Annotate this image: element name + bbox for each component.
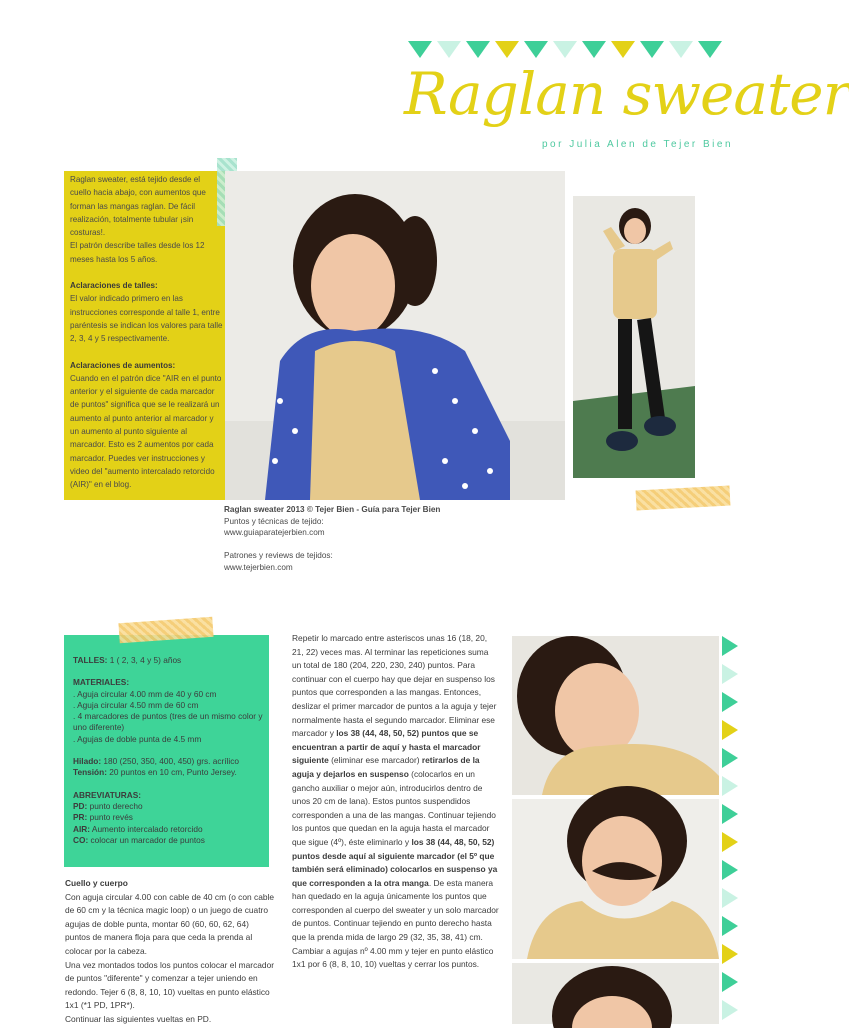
bunting-decoration [408,41,727,58]
side-flag [722,748,738,768]
abbr-label: AIR: [73,823,91,834]
abbr-label: PR: [73,812,88,823]
page-title: Raglan sweater [404,60,849,128]
bold-run: los 38 (44, 48, 50, 52) puntos desde aquí al siguiente marcador (el 5º que también será eliminado) colocarlos en suspenso ya que corresponden a la otra manga [292,836,498,888]
bunting-flag [611,41,635,58]
materials-heading: MATERIALES: [73,677,130,688]
abbr-value: colocar un marcador de puntos [88,834,205,845]
abbr-label: PD: [73,800,88,811]
side-flag [722,776,738,796]
sizes-value: 1 ( 2, 3, 4 y 5) años [107,655,182,665]
caption-line: Puntos y técnicas de tejido: [224,516,324,526]
abbreviations-heading: ABREVIATURAS: [73,789,142,800]
text-run: Repetir lo marcado entre asteriscos unas 16 (18, 20, 21, 22) veces mas. Al terminar las repeticiones suma un total de 180 (204, 220, 230, 240) puntos. Para continuar con el cuerpo hay que dejar en suspenso los puntos que corresponden a las mangas. Entonces, deslizar el primer marcador de puntos a la aguja y tejer normalmente hasta el segundo marcador. Eliminar ese marcador y [292,633,497,739]
bunting-flag [640,41,664,58]
instructions-paragraph: Una vez montados todos los puntos colocar el marcador de puntos "diferente" y comenzar a tejer uniendo en redondo. Tejer 6 (8, 8, 10, 10) vueltas en punto elástico 1x1 (*1 PD, 1PR*). [65,959,275,1011]
side-flag [722,832,738,852]
text-run: (colocarlos en un gancho auxiliar o mejor aún, introducirlos dentro de unos 20 cm de lana). Estos puntos suspendidos corresponden a una de las mangas. Continuar tejiendo los puntos que quedan en la aguja hasta el marcador que sigue (4º), éste eliminarlo y [292,768,496,847]
abbr-value: punto revés [87,812,133,823]
intro-paragraph: El patrón describe talles desde los 12 meses hasta los 5 años. [70,241,205,264]
sizes-heading: Aclaraciones de talles: [70,281,158,291]
side-flag [722,888,738,908]
abbr-value: Aumento intercalado retorcido [90,823,203,834]
gauge-value: 20 puntos en 10 cm, Punto Jersey. [106,767,237,778]
side-flag [722,972,738,992]
bunting-flag [437,41,461,58]
increases-heading: Aclaraciones de aumentos: [70,360,176,370]
photo-strip [512,636,719,1024]
caption-line: Patrones y reviews de tejidos: [224,551,333,560]
bold-run: los 38 (44, 48, 50, 52) puntos que se encuentran a partir de aquí y hasta el marcador siguiente [292,728,481,766]
yarn-value: 180 (250, 350, 400, 450) grs. acrílico [101,756,240,767]
side-flag [722,692,738,712]
side-flag [722,944,738,964]
section-heading: Cuello y cuerpo [65,878,128,888]
website-link[interactable]: www.tejerbien.com [224,562,293,572]
instructions-paragraph [292,632,500,972]
side-flag [722,1000,738,1020]
intro-text [70,173,223,492]
bunting-flag [408,41,432,58]
gauge-label: Tensión: [73,767,107,778]
hero-photo [225,171,720,500]
washi-tape [636,486,731,511]
bunting-flag [582,41,606,58]
bunting-flag [466,41,490,58]
instructions-column-1 [65,877,275,1027]
yarn-label: Hilado: [73,756,102,767]
bunting-flag [553,41,577,58]
bunting-flag [669,41,693,58]
bunting-flag [495,41,519,58]
side-flag [722,916,738,936]
bunting-flag [524,41,548,58]
material-item: . 4 marcadores de puntos (tres de un mismo color y uno diferente) [73,711,263,733]
instructions-column-2 [292,632,500,972]
side-flag-decoration [722,636,738,1028]
instructions-paragraph: Con aguja circular 4.00 con cable de 40 cm (o con cable de 60 cm y la técnica magic loop) o un juego de cuatro agujas de doble punta, montar 60 (60, 60, 62, 64) puntos de manera floja para que ceda la prenda al colocar por la cabeza. [65,891,275,956]
side-flag [722,720,738,740]
photo-caption [224,504,524,573]
bunting-flag [698,41,722,58]
text-run: . De esta manera han quedado en la aguja únicamente los puntos que corresponden al cuerpo del sweater y un solo marcador de puntos. Continuar tejiendo en punto derecho hasta que la prenda mida de largo 29 (32, 35, 38, 41) cm. Cambiar a agujas nº 4.00 mm y tejer en punto elástico 1x1 por 6 (8, 8, 10, 10) vueltas y cerrar los puntos. [292,877,499,970]
abbr-value: punto derecho [87,800,143,811]
sizes-text: El valor indicado primero en las instrucciones corresponde al talle 1, entre paréntesis se indican los valores para talle 2, 3, 4 y 5 respectivamente. [70,294,223,344]
increases-text: Cuando en el patrón dice "AIR en el punto anterior y el siguiente de cada marcador de puntos" significa que se le realizará un aumento al punto anterior al marcador y un aumento al punto siguiente al marcador. Esto es 2 aumentos por cada marcador. Puedes ver instrucciones y video del "aumento intercalado retorcido (AIR)" en el blog. [70,373,222,490]
abbr-label: CO: [73,834,89,845]
sizes-label: TALLES: [73,655,108,665]
instructions-paragraph: Continuar las siguientes vueltas en PD. [65,1013,212,1024]
side-flag [722,860,738,880]
side-flag [722,804,738,824]
website-link[interactable]: www.guiaparatejerbien.com [224,528,325,537]
author-byline: por Julia Alen de Tejer Bien [542,139,734,150]
material-item: . Aguja circular 4.50 mm de 60 cm [73,699,199,710]
material-item: . Aguja circular 4.00 mm de 40 y 60 cm [73,688,217,699]
side-flag [722,664,738,684]
specs-text [73,655,265,846]
side-flag [722,636,738,656]
bold-run: retirarlos de la aguja y dejarlos en suspenso [292,755,480,779]
text-run: (eliminar ese marcador) [328,755,422,766]
material-item: . Agujas de doble punta de 4.5 mm [73,733,202,744]
copyright-credit: Raglan sweater 2013 © Tejer Bien - Guía para Tejer Bien [224,505,441,514]
intro-paragraph: Raglan sweater, está tejido desde el cuello hacia abajo, con aumentos que forman las mangas raglan. De fácil realización, totalmente tubular ¡sin costuras!. [70,175,206,238]
